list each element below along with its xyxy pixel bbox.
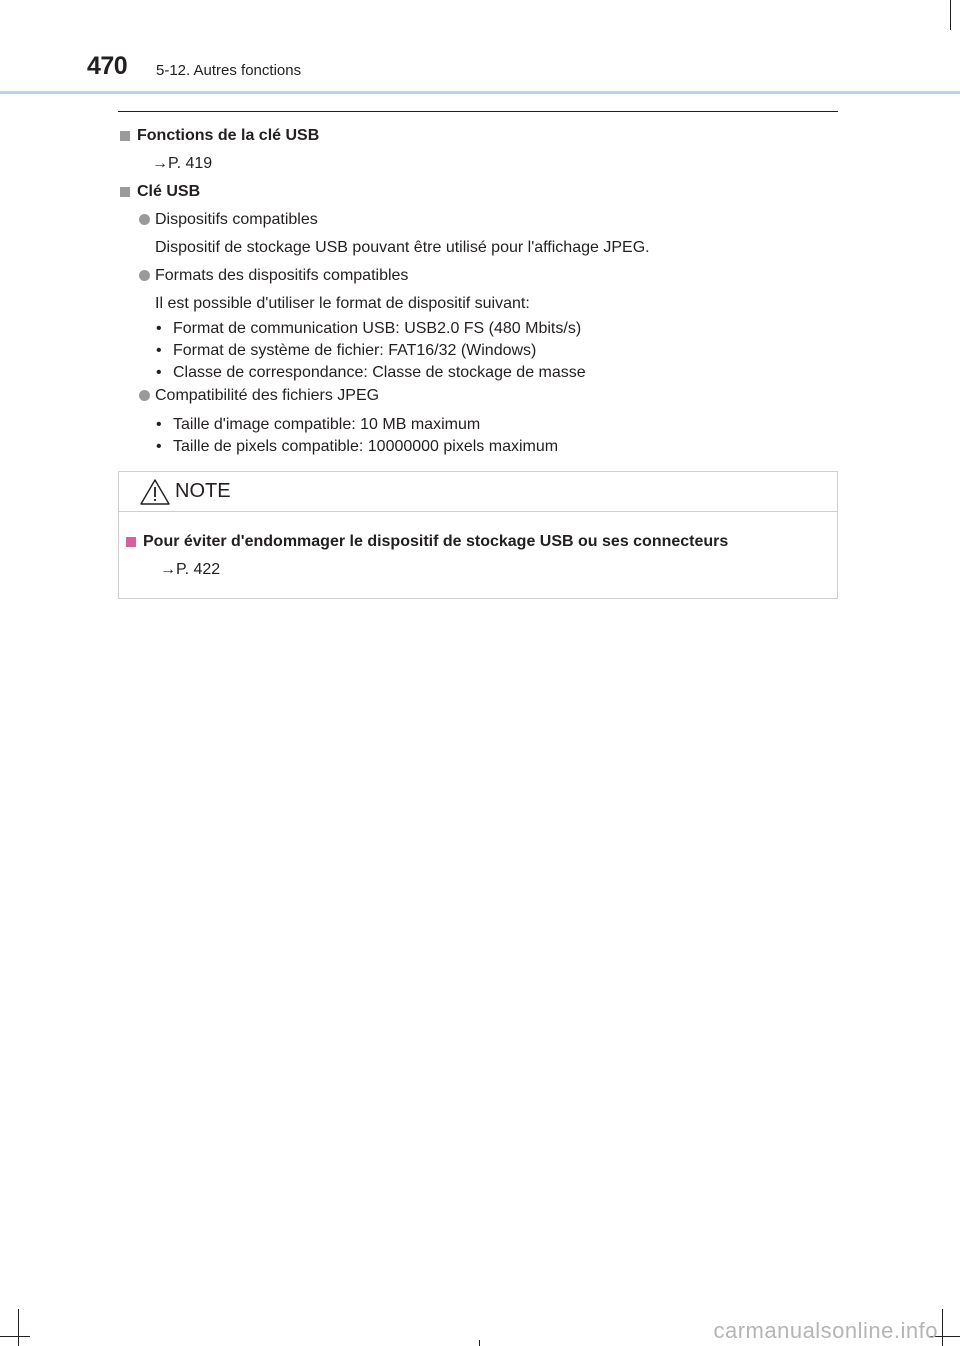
circle-icon — [139, 270, 150, 281]
paragraph: Il est possible d'utiliser le format de dispositif suivant: — [155, 295, 530, 312]
square-icon — [120, 187, 130, 197]
crop-mark — [942, 1309, 943, 1346]
note-heading: Pour éviter d'endommager le dispositif de stockage USB ou ses connecteurs — [126, 528, 826, 556]
crop-mark — [18, 1309, 19, 1346]
bullet: • — [156, 342, 162, 359]
subheading-formats: Formats des dispositifs compatibles — [118, 262, 838, 290]
list-item: • Format de système de fichier: FAT16/32 (Windows) — [118, 340, 838, 362]
page-number: 470 — [87, 52, 128, 80]
note-header — [119, 472, 837, 512]
main-content — [118, 122, 838, 458]
note-box — [118, 471, 838, 599]
subheading-compatible-devices: Dispositifs compatibles — [118, 206, 838, 234]
warning-triangle-icon — [139, 478, 171, 506]
section-heading-usb-key: Clé USB — [118, 178, 838, 206]
square-icon — [120, 131, 130, 141]
list-item: • Taille d'image compatible: 10 MB maximum — [118, 414, 838, 436]
crop-mark — [479, 1340, 480, 1346]
list-item: • Taille de pixels compatible: 10000000 pixels maximum — [118, 436, 838, 458]
page-reference: →P. 419 — [152, 155, 213, 172]
watermark: carmanualsonline.info — [713, 1318, 938, 1343]
note-body — [126, 528, 826, 584]
bullet: • — [156, 320, 162, 337]
subheading-jpeg: Compatibilité des fichiers JPEG — [118, 384, 838, 408]
bullet: • — [156, 416, 162, 433]
paragraph: Dispositif de stockage USB pouvant être utilisé pour l'affichage JPEG. — [155, 239, 650, 256]
circle-icon — [139, 390, 150, 401]
note-title: NOTE — [175, 480, 231, 502]
crop-mark — [0, 1336, 30, 1337]
section-heading-usb-functions: Fonctions de la clé USB — [118, 122, 838, 150]
bullet: • — [156, 364, 162, 381]
circle-icon — [139, 214, 150, 225]
section-divider — [118, 111, 838, 112]
crop-mark — [950, 0, 951, 30]
list-item: • Classe de correspondance: Classe de stockage de masse — [118, 362, 838, 384]
square-icon — [126, 537, 136, 547]
page-header — [0, 0, 960, 96]
page-reference: →P. 422 — [160, 561, 221, 578]
chapter-title: 5-12. Autres fonctions — [156, 62, 302, 79]
bullet: • — [156, 438, 162, 455]
list-item: • Format de communication USB: USB2.0 FS (480 Mbits/s) — [118, 318, 838, 340]
header-rule — [0, 91, 960, 94]
